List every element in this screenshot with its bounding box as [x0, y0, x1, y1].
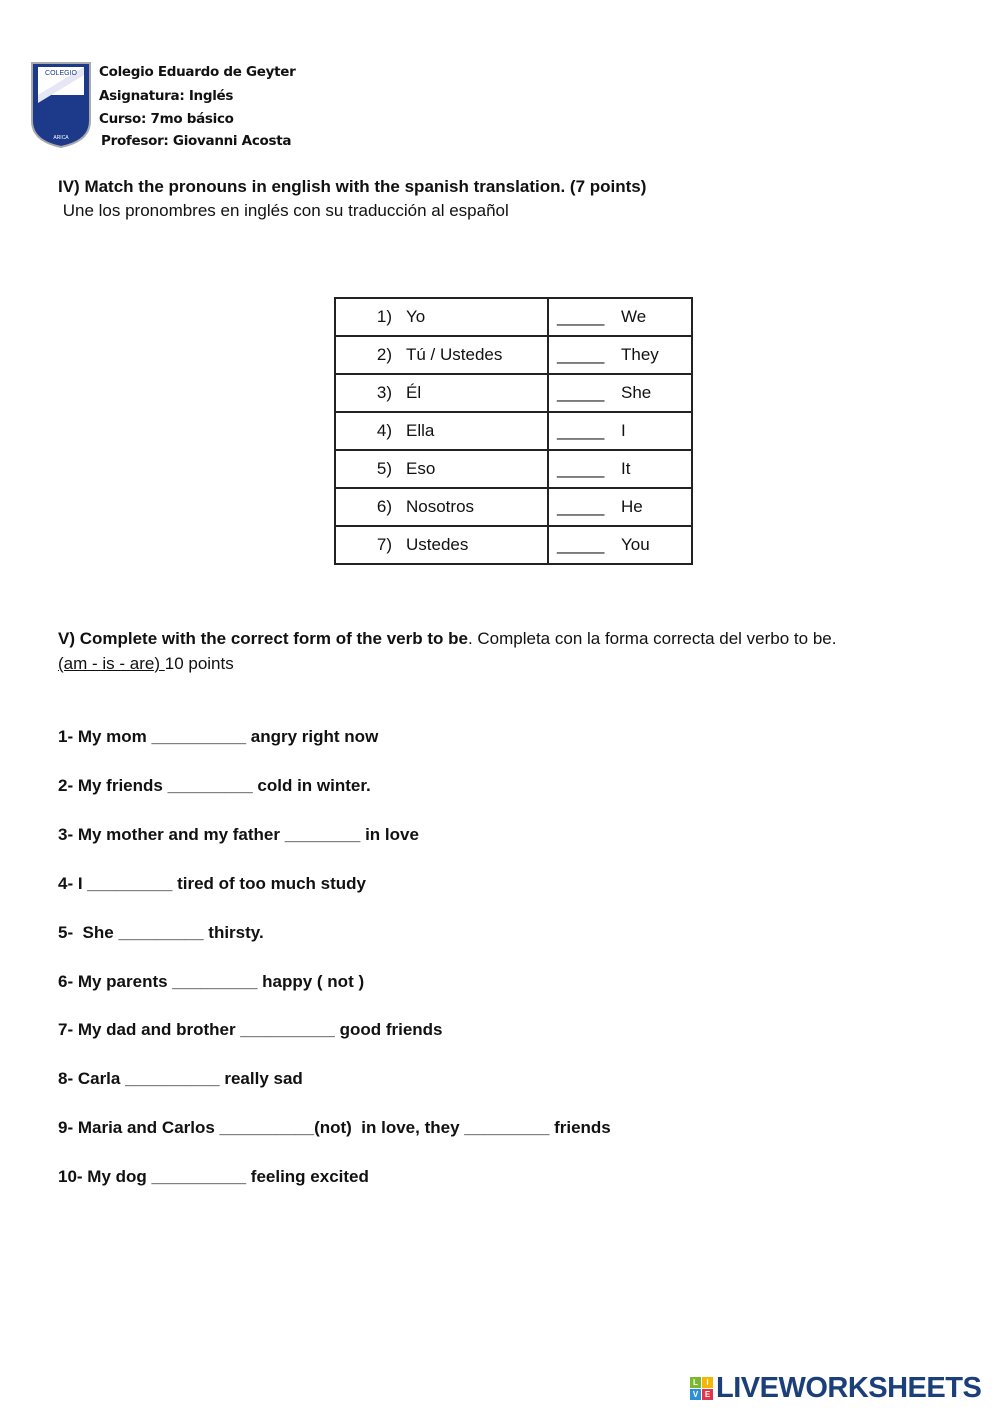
- verb-options: (am - is - are): [58, 654, 165, 673]
- english-pronoun: He: [621, 497, 643, 516]
- row-number: 3): [376, 383, 392, 402]
- english-cell: [548, 450, 692, 488]
- exercise-item[interactable]: 8- Carla __________ really sad: [58, 1069, 303, 1089]
- answer-blank[interactable]: _____: [557, 497, 605, 516]
- answer-blank[interactable]: _____: [557, 307, 605, 326]
- english-pronoun: I: [621, 421, 626, 440]
- row-number: 1): [376, 307, 392, 326]
- pronoun-match-table: [334, 297, 693, 565]
- badge-letter: E: [702, 1389, 713, 1400]
- course: Curso: 7mo básico: [99, 111, 234, 127]
- english-pronoun: It: [621, 459, 631, 478]
- exercise-item[interactable]: 9- Maria and Carlos __________(not) in love, they _________ friends: [58, 1118, 611, 1138]
- badge-letter: V: [690, 1389, 701, 1400]
- row-number: 4): [376, 421, 392, 440]
- school-crest-logo: [30, 61, 92, 149]
- spanish-pronoun: Tú / Ustedes: [406, 345, 503, 364]
- english-cell: [548, 374, 692, 412]
- english-cell: [548, 488, 692, 526]
- exercise-item[interactable]: 1- My mom __________ angry right now: [58, 727, 379, 746]
- exercise-item[interactable]: 2- My friends _________ cold in winter.: [58, 775, 371, 795]
- spanish-cell: [335, 526, 548, 564]
- spanish-pronoun: Nosotros: [406, 497, 475, 516]
- spanish-cell: [335, 374, 548, 412]
- subject: Asignatura: Inglés: [99, 88, 234, 104]
- row-number: 2): [376, 345, 392, 364]
- english-cell: [548, 298, 692, 336]
- english-cell: [548, 412, 692, 450]
- live-badge-icon: [690, 1377, 713, 1400]
- points: 10 points: [164, 654, 234, 673]
- answer-blank[interactable]: _____: [557, 535, 605, 554]
- table-row: [335, 374, 692, 412]
- spanish-pronoun: Ella: [406, 421, 435, 440]
- row-number: 6): [376, 497, 392, 516]
- english-pronoun: They: [621, 345, 659, 364]
- spanish-cell: [335, 450, 548, 488]
- answer-blank[interactable]: _____: [557, 345, 605, 364]
- table-row: [335, 488, 692, 526]
- answer-blank[interactable]: _____: [557, 459, 605, 478]
- table-row: [335, 526, 692, 564]
- english-pronoun: We: [621, 307, 647, 326]
- exercise-item[interactable]: 7- My dad and brother __________ good friends: [58, 1020, 443, 1040]
- spanish-cell: [335, 488, 548, 526]
- exercise-item[interactable]: 5- She _________ thirsty.: [58, 922, 264, 942]
- spanish-pronoun: Ustedes: [406, 535, 469, 554]
- exercise-item[interactable]: 6- My parents _________ happy ( not ): [58, 971, 365, 991]
- section5-title-rest: . Completa con la forma correcta del verbo to be.: [467, 629, 837, 648]
- liveworksheets-logo: [690, 1372, 981, 1405]
- row-number: 7): [376, 535, 392, 554]
- english-cell: [548, 336, 692, 374]
- table-row: [335, 298, 692, 336]
- spanish-pronoun: Él: [406, 383, 422, 402]
- section4-title: IV) Match the pronouns in english with the spanish translation. (7 points): [58, 177, 647, 196]
- answer-blank[interactable]: _____: [557, 421, 605, 440]
- badge-letter: L: [690, 1377, 701, 1388]
- spanish-cell: [335, 412, 548, 450]
- spanish-pronoun: Eso: [406, 459, 436, 478]
- section4-subtitle: Une los pronombres en inglés con su traducción al español: [58, 201, 509, 220]
- svg-text:ARICA: ARICA: [53, 135, 69, 141]
- svg-text:COLEGIO: COLEGIO: [45, 70, 77, 77]
- spanish-cell: [335, 298, 548, 336]
- answer-blank[interactable]: _____: [557, 383, 605, 402]
- spanish-cell: [335, 336, 548, 374]
- english-pronoun: She: [621, 383, 652, 402]
- section5-options: [58, 654, 234, 674]
- exercise-item[interactable]: 4- I _________ tired of too much study: [58, 873, 366, 893]
- school-name: Colegio Eduardo de Geyter: [99, 64, 296, 80]
- brand-text: LIVEWORKSHEETS: [716, 1372, 982, 1404]
- exercise-item[interactable]: 10- My dog __________ feeling excited: [58, 1167, 369, 1187]
- exercise-item[interactable]: 3- My mother and my father ________ in love: [58, 824, 419, 844]
- table-row: [335, 450, 692, 488]
- spanish-pronoun: Yo: [406, 307, 426, 326]
- table-row: [335, 412, 692, 450]
- section5-title: [58, 629, 836, 649]
- badge-letter: I: [702, 1377, 713, 1388]
- section5-title-bold: V) Complete with the correct form of the verb to be: [58, 629, 468, 648]
- teacher: Profesor: Giovanni Acosta: [101, 133, 292, 149]
- english-cell: [548, 526, 692, 564]
- row-number: 5): [376, 459, 392, 478]
- table-row: [335, 336, 692, 374]
- english-pronoun: You: [621, 535, 650, 554]
